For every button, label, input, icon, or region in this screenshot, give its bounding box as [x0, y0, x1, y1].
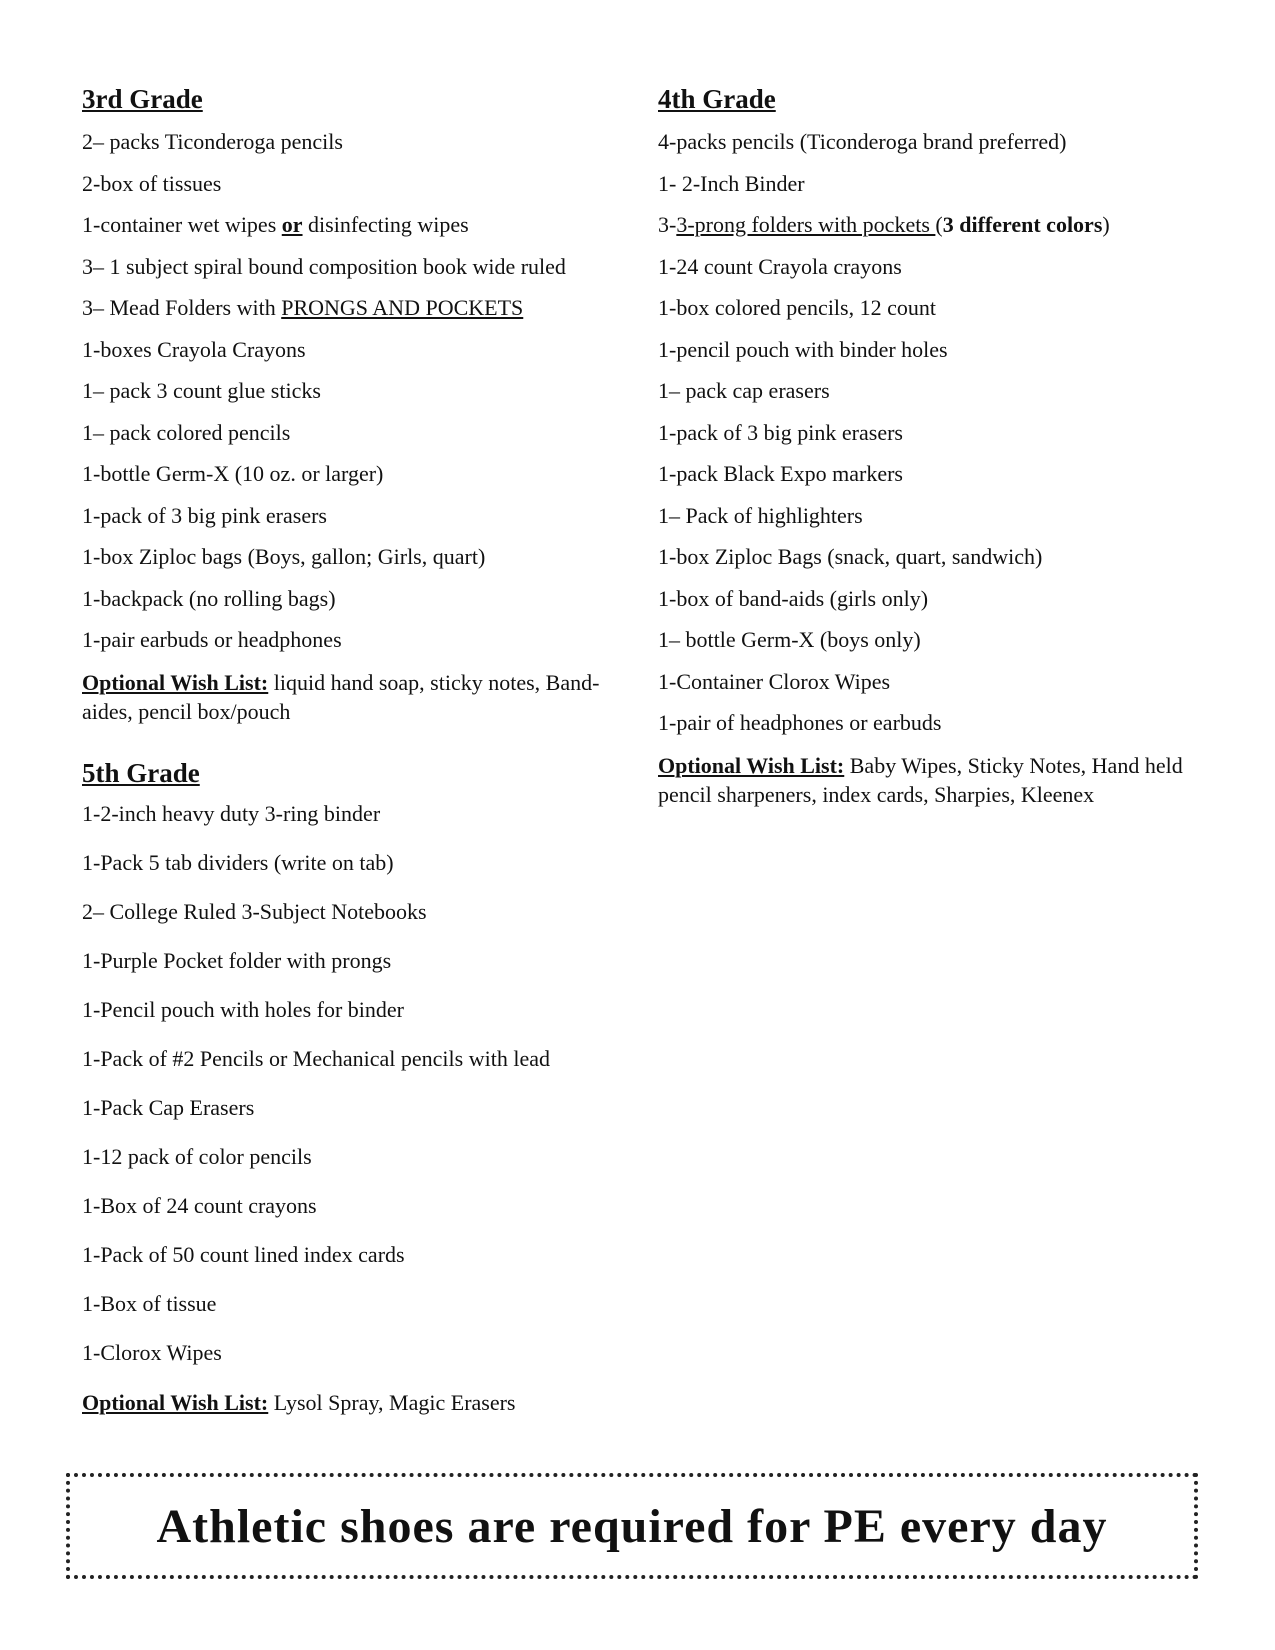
list-item: 1-boxes Crayola Crayons	[82, 336, 306, 362]
grade3-list	[82, 128, 622, 653]
list-item: 2-box of tissues	[82, 170, 222, 196]
wish-list-label: Optional Wish List:	[82, 669, 269, 695]
list-item: 1-Box of 24 count crayons	[82, 1192, 317, 1218]
list-item: 1-backpack (no rolling bags)	[82, 585, 336, 611]
item-text: disinfecting wipes	[302, 212, 469, 237]
list-item: 1-pencil pouch with binder holes	[658, 336, 948, 362]
wish-list-label: Optional Wish List:	[82, 1389, 269, 1415]
item-text: (	[935, 212, 943, 237]
wish-list-label: Optional Wish List:	[658, 752, 845, 778]
list-item: 3– 1 subject spiral bound composition book wide ruled	[82, 253, 566, 279]
wish-list-text: liquid hand soap, sticky notes, Band-aides, pencil box/pouch	[82, 669, 600, 724]
grade4-wish-list	[658, 751, 1218, 809]
list-item: 1-Pack of #2 Pencils or Mechanical pencils with lead	[82, 1045, 550, 1071]
list-item: 1-Pack of 50 count lined index cards	[82, 1241, 405, 1267]
list-item: 4-packs pencils (Ticonderoga brand preferred)	[658, 129, 1067, 154]
list-item: 1-Box of tissue	[82, 1290, 217, 1316]
grade3-heading: 3rd Grade	[82, 84, 203, 114]
notice-text: Athletic shoes are required for PE every day	[156, 1499, 1108, 1553]
wish-list-text: Baby Wipes, Sticky Notes, Hand held pencil sharpeners, index cards, Sharpies, Kleenex	[658, 752, 1183, 807]
list-item: 1-Clorox Wipes	[82, 1339, 222, 1365]
list-item: 2– packs Ticonderoga pencils	[82, 129, 343, 154]
grade5-heading: 5th Grade	[82, 757, 200, 788]
list-item	[658, 211, 1218, 238]
list-item: 1-pair of headphones or earbuds	[658, 710, 942, 735]
list-item: 1-12 pack of color pencils	[82, 1143, 312, 1169]
list-item: 1-box Ziploc bags (Boys, gallon; Girls, quart)	[82, 544, 486, 569]
item-text: 1-container wet wipes	[82, 212, 282, 237]
grade5-list	[82, 800, 622, 1366]
item-emphasis: or	[281, 212, 303, 237]
list-item: 1– pack colored pencils	[82, 419, 291, 445]
list-item: 1-Purple Pocket folder with prongs	[82, 947, 392, 973]
list-item: 1-2-inch heavy duty 3-ring binder	[82, 800, 381, 826]
pe-shoes-notice	[66, 1473, 1198, 1579]
item-underlined: 3-prong folders with pockets	[676, 212, 936, 237]
item-text: 3– Mead Folders with	[82, 295, 282, 320]
item-underlined: PRONGS AND POCKETS	[281, 295, 524, 320]
list-item: 2– College Ruled 3-Subject Notebooks	[82, 898, 427, 924]
list-item: 1-box colored pencils, 12 count	[658, 295, 936, 320]
list-item: 1-bottle Germ-X (10 oz. or larger)	[82, 461, 384, 486]
list-item: 1– Pack of highlighters	[658, 502, 863, 528]
grade3-wish-list	[82, 668, 622, 726]
list-item: 1– pack 3 count glue sticks	[82, 378, 321, 403]
list-item: 1– bottle Germ-X (boys only)	[658, 627, 921, 652]
list-item: 1- 2-Inch Binder	[658, 170, 805, 196]
left-column	[82, 82, 622, 1417]
list-item	[82, 211, 622, 238]
list-item: 1-Pack Cap Erasers	[82, 1094, 255, 1120]
grade5-wish-list	[82, 1388, 622, 1417]
list-item	[82, 294, 622, 321]
list-item: 1-Pencil pouch with holes for binder	[82, 996, 404, 1022]
list-item: 1– pack cap erasers	[658, 378, 830, 403]
list-item: 1-24 count Crayola crayons	[658, 253, 902, 279]
list-item: 1-pack Black Expo markers	[658, 461, 903, 486]
item-text: )	[1102, 212, 1110, 237]
list-item: 1-Pack 5 tab dividers (write on tab)	[82, 849, 394, 875]
list-item: 1-pack of 3 big pink erasers	[658, 419, 903, 445]
list-item: 1-box of band-aids (girls only)	[658, 585, 929, 611]
right-column	[658, 82, 1218, 809]
grade4-list	[658, 128, 1218, 736]
item-bold: 3 different colors	[942, 212, 1103, 237]
grade4-heading: 4th Grade	[658, 84, 776, 114]
wish-list-text: Lysol Spray, Magic Erasers	[268, 1389, 516, 1415]
list-item: 1-pack of 3 big pink erasers	[82, 502, 327, 528]
list-item: 1-Container Clorox Wipes	[658, 668, 891, 694]
item-text: 3-	[658, 212, 677, 237]
list-item: 1-box Ziploc Bags (snack, quart, sandwich)	[658, 544, 1043, 569]
list-item: 1-pair earbuds or headphones	[82, 627, 342, 652]
